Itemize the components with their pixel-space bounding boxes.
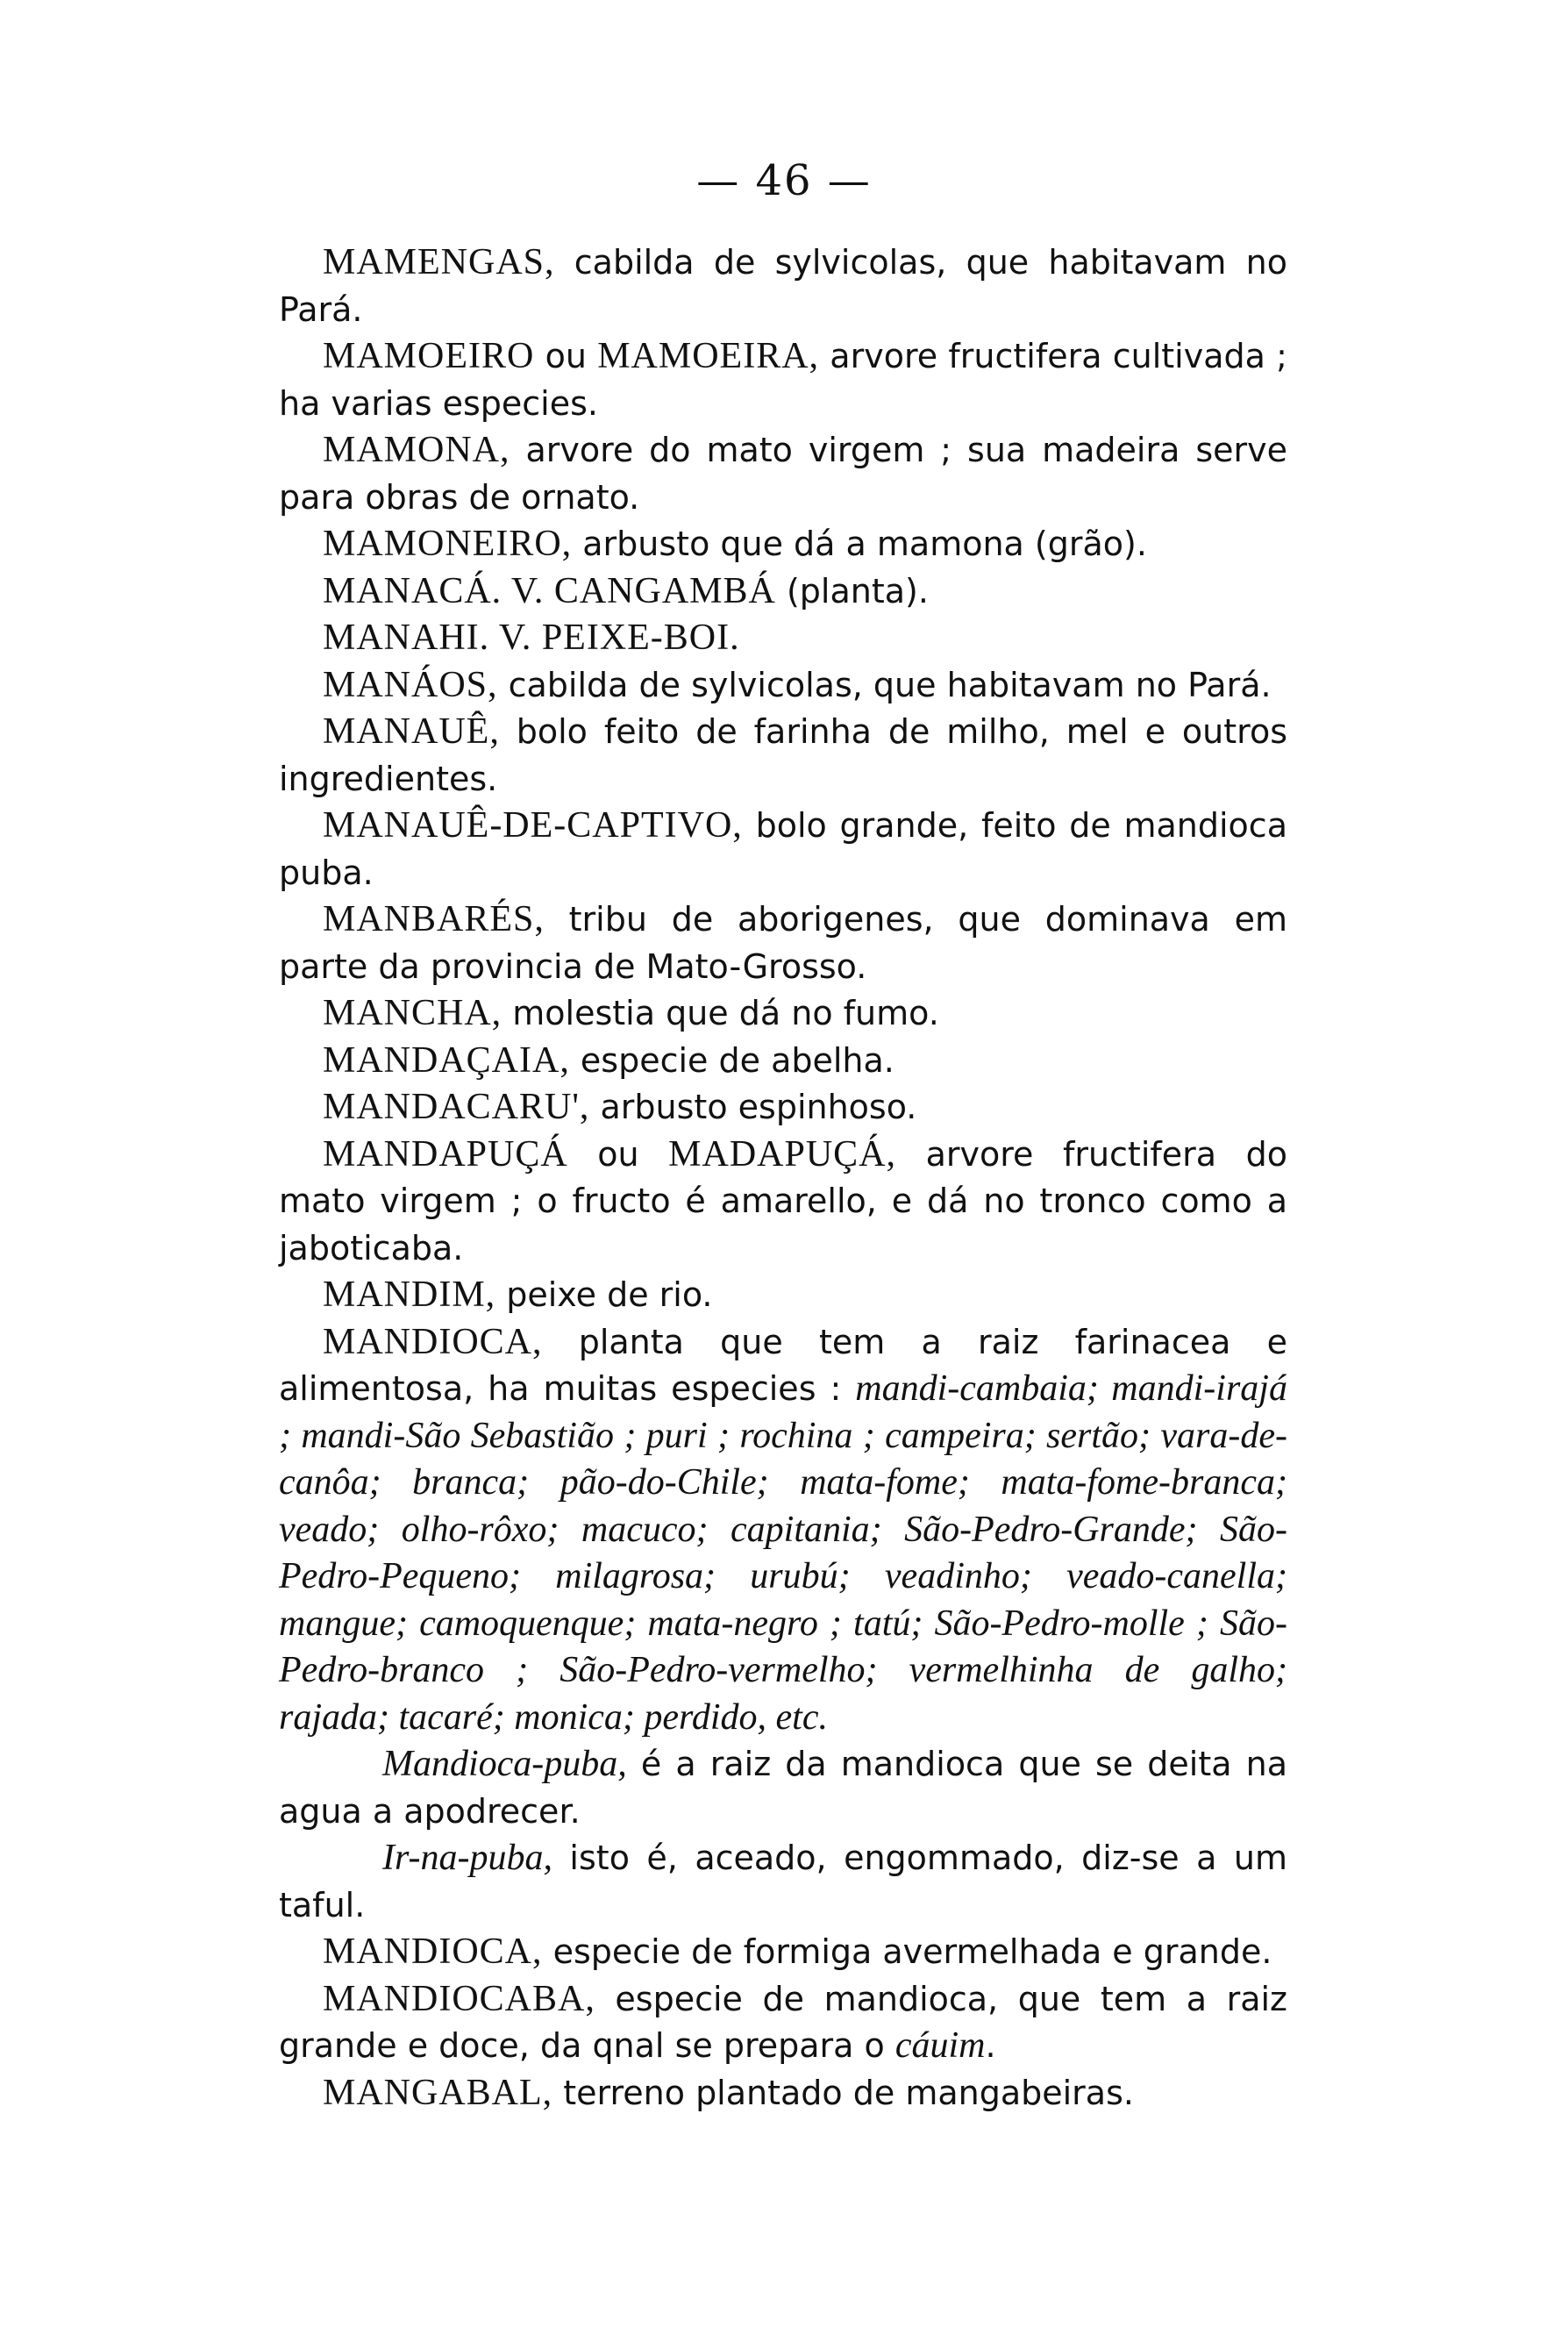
entry-mamoeiro bbox=[279, 332, 1287, 426]
entry-mancha bbox=[279, 989, 1287, 1037]
entry-term-variant: MAMOEIRA, bbox=[597, 336, 820, 376]
entry-definition: planta que tem a raiz farinacea e alimentosa, ha muitas especies : bbox=[279, 1322, 1287, 1408]
entry-mandioca-ant bbox=[279, 1928, 1287, 1975]
entry-manaue bbox=[279, 708, 1287, 802]
entry-definition: arvore fructifera do mato virgem ; o fructo é amarello, e dá no tronco como a jaboticaba. bbox=[279, 1134, 1287, 1267]
entry-term: MAMENGAS, bbox=[323, 242, 555, 282]
entry-definition: terreno plantado de mangabeiras. bbox=[552, 2073, 1134, 2112]
entry-term: MANDAPUÇÁ bbox=[323, 1133, 568, 1175]
subentry-term: Ir-na-puba, bbox=[382, 1838, 552, 1878]
entry-mangabal bbox=[279, 2069, 1287, 2117]
entry-definition: especie de abelha. bbox=[569, 1040, 894, 1080]
entry-term: MANAUÊ, bbox=[323, 711, 500, 752]
entry-italic-word: cáuim bbox=[894, 2025, 986, 2066]
subentry-ir-na-puba bbox=[279, 1834, 1287, 1928]
entry-mamoneiro bbox=[279, 520, 1287, 568]
entry-term: MANAHI. V. PEIXE-BOI. bbox=[323, 618, 740, 658]
entry-definition: molestia que dá no fumo. bbox=[502, 994, 939, 1032]
entry-term: MANACÁ. V. CANGAMBÁ bbox=[323, 570, 776, 611]
subentry-mandioca-puba bbox=[279, 1740, 1287, 1834]
entry-term: MANBARÉS, bbox=[323, 899, 545, 939]
entry-definition: especie de formiga avermelhada e grande. bbox=[542, 1932, 1272, 1971]
entry-manahi bbox=[279, 614, 1287, 661]
entry-term: MANDACARU', bbox=[323, 1087, 590, 1127]
entry-term: MAMOEIRO bbox=[323, 336, 535, 376]
entry-term: MANDIOCA, bbox=[323, 1932, 543, 1972]
entry-definition: peixe de rio. bbox=[495, 1275, 713, 1314]
entry-definition: cabilda de sylvicolas, que habitavam no Pará. bbox=[497, 665, 1272, 704]
entry-definition: bolo grande, feito de mandioca puba. bbox=[279, 806, 1287, 892]
entry-term: MANDIOCABA, bbox=[323, 1978, 595, 2019]
entry-definition-tail: . bbox=[985, 2026, 996, 2065]
entry-mandacaia bbox=[279, 1037, 1287, 1084]
entry-definition: ou bbox=[534, 337, 598, 375]
subentry-definition: é a raiz da mandioca que se deita na agua a apodrecer. bbox=[279, 1745, 1287, 1831]
entry-definition: cabilda de sylvicolas, que habitavam no Pará. bbox=[279, 243, 1287, 329]
entry-manaue-de-captivo bbox=[279, 802, 1287, 896]
entry-term: MANDIM, bbox=[323, 1275, 496, 1315]
entry-mandioca-plant bbox=[279, 1318, 1287, 1741]
entry-definition: arvore do mato virgem ; sua madeira serve para obras de ornato. bbox=[279, 431, 1287, 517]
entry-term: MANDIOCA, bbox=[323, 1321, 543, 1362]
entry-definition: ou bbox=[567, 1134, 669, 1174]
entry-mandiocaba bbox=[279, 1975, 1287, 2069]
entry-varieties-list: mandi-cambaia; mandi-irajá ; mandi-São Sebastião ; puri ; rochina ; campeira; sertão; vara-de-canôa; branca; pão-do-Chile; mata-fome; mata-fome-branca; veado; olho-rôxo; macuco; capitania; São-Pedro-Grande; São-Pedro-Pequeno; milagrosa; urubú; veadinho; veado-canella; mangue; camoquenque; mata-negro ; tatú; São-Pedro-molle ; São-Pedro-branco ; São-Pedro-vermelho; vermelhinha de galho; rajada; tacaré; monica; perdido, etc. bbox=[279, 1368, 1287, 1738]
subentry-term: Mandioca-puba, bbox=[382, 1744, 627, 1784]
entry-mandapuca bbox=[279, 1131, 1287, 1272]
dictionary-text bbox=[279, 239, 1287, 2116]
entry-manaca bbox=[279, 568, 1287, 615]
entry-definition: arvore fructifera cultivada ; ha varias especies. bbox=[279, 337, 1287, 423]
entry-term: MANCHA, bbox=[323, 993, 502, 1033]
entry-manbares bbox=[279, 896, 1287, 989]
entry-definition: arbusto espinhoso. bbox=[589, 1088, 917, 1126]
entry-term: MANDAÇAIA, bbox=[323, 1039, 570, 1081]
entry-term: MANGABAL, bbox=[323, 2072, 553, 2113]
entry-manaos bbox=[279, 661, 1287, 709]
entry-mandacaru bbox=[279, 1083, 1287, 1131]
page-number: — 46 — bbox=[696, 156, 872, 205]
subentry-definition: isto é, aceado, engommado, diz-se a um taful. bbox=[279, 1839, 1287, 1924]
entry-mamona bbox=[279, 426, 1287, 520]
entry-term: MAMONA, bbox=[323, 430, 510, 470]
entry-mandim bbox=[279, 1271, 1287, 1318]
entry-definition: tribu de aborigenes, que dominava em parte da provincia de Mato-Grosso. bbox=[279, 900, 1287, 986]
entry-term-variant: MADAPUÇÁ, bbox=[668, 1133, 897, 1175]
entry-definition: arbusto que dá a mamona (grão). bbox=[572, 525, 1147, 563]
entry-definition: (planta). bbox=[775, 571, 929, 611]
entry-mamengas bbox=[279, 239, 1287, 332]
entry-term: MAMONEIRO, bbox=[323, 524, 573, 564]
entry-term: MANAUÊ-DE-CAPTIVO, bbox=[323, 805, 743, 846]
entry-definition: especie de mandioca, que tem a raiz grande e doce, da qnal se prepara o bbox=[279, 1979, 1287, 2065]
entry-term: MANÁOS, bbox=[323, 664, 498, 705]
entry-definition: bolo feito de farinha de milho, mel e outros ingredientes. bbox=[279, 712, 1287, 798]
